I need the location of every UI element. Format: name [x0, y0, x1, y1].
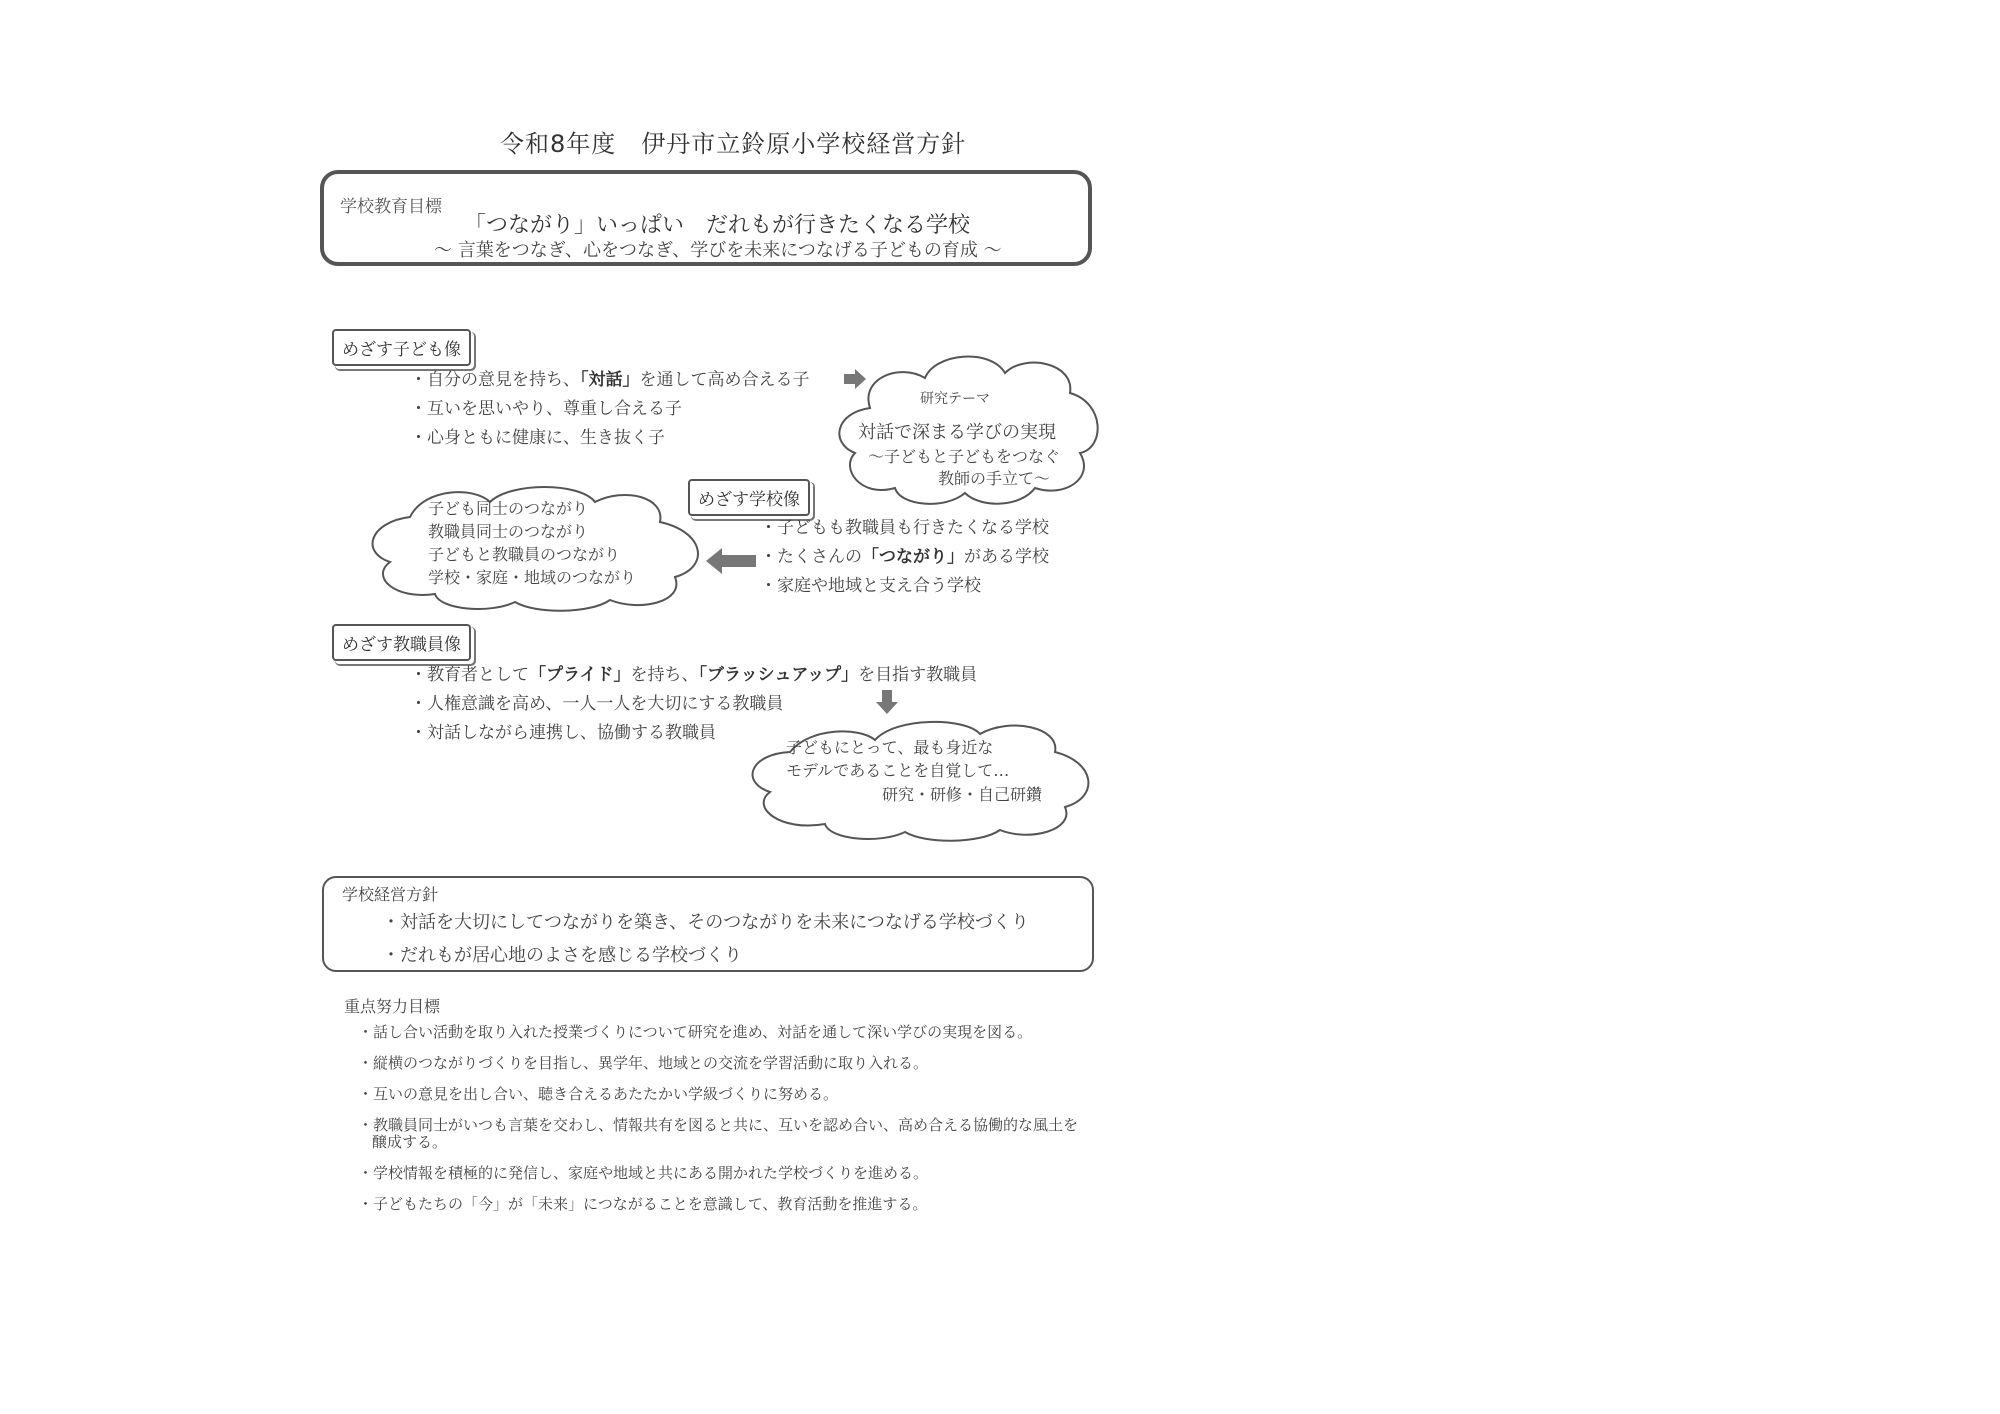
arrow-down-icon	[876, 690, 898, 714]
list-item: ・だれもが居心地のよさを感じる学校づくり	[382, 945, 742, 966]
list-item: ・話し合い活動を取り入れた授業づくりについて研究を進め、対話を通して深い学びの実現を図る。	[358, 1023, 1033, 1041]
list-item: ・縦横のつながりづくりを目指し、異学年、地域との交流を学習活動に取り入れる。	[358, 1054, 929, 1072]
child-image-list	[410, 366, 810, 453]
list-item: ・たくさんの「つながり」がある学校	[760, 547, 1049, 567]
connection-line: 教職員同士のつながり	[428, 522, 589, 541]
list-item: ・互いの意見を出し合い、聴き合えるあたたかい学級づくりに努める。	[358, 1085, 839, 1103]
school-goal-sub: ～ 言葉をつなぎ、心をつなぎ、学びを未来につなげる子どもの育成 ～	[434, 240, 1002, 261]
research-theme-label: 研究テーマ	[920, 391, 990, 407]
research-theme-sub1: ～子どもと子どもをつなぐ	[868, 447, 1061, 466]
model-cloud-line1: 子どもにとって、最も身近な	[786, 738, 994, 757]
list-item: ・家庭や地域と支え合う学校	[760, 576, 981, 596]
school-goal-box	[320, 170, 1092, 266]
model-cloud-line2: モデルであることを自覚して…	[786, 761, 1010, 780]
school-image-header: めざす学校像	[688, 479, 810, 516]
focus-goals-list	[358, 1024, 1078, 1227]
list-item: ・心身ともに健康に、生き抜く子	[410, 428, 665, 448]
staff-image-header: めざす教職員像	[332, 624, 471, 661]
child-image-header: めざす子ども像	[332, 329, 471, 366]
management-policy-box	[322, 876, 1094, 972]
list-item: ・子どもたちの「今」が「未来」につながることを意識して、教育活動を推進する。	[358, 1195, 928, 1213]
page-title: 令和8年度 伊丹市立鈴原小学校経営方針	[500, 130, 967, 158]
arrow-left-icon	[706, 548, 756, 574]
connection-line: 子どもと教職員のつながり	[428, 545, 621, 564]
connection-line: 子ども同士のつながり	[428, 499, 589, 518]
school-goal-label: 学校教育目標	[340, 197, 442, 217]
connection-line: 学校・家庭・地域のつながり	[428, 568, 637, 587]
list-item: ・学校情報を積極的に発信し、家庭や地域と共にある開かれた学校づくりを進める。	[358, 1164, 929, 1182]
list-item: ・教育者として「プライド」を持ち、「ブラッシュアップ」を目指す教職員	[410, 665, 978, 685]
list-item: ・互いを思いやり、尊重し合える子	[410, 399, 682, 419]
list-item: ・対話しながら連携し、協働する教職員	[410, 723, 716, 743]
connection-cloud-text	[428, 497, 636, 589]
school-goal-main: 「つながり」いっぱい だれもが行きたくなる学校	[464, 213, 971, 238]
list-item: ・自分の意見を持ち、「対話」を通して高め合える子	[410, 370, 810, 390]
list-item: ・教職員同士がいつも言葉を交わし、情報共有を図ると共に、互いを認め合い、高め合える協働的な風土を醸成する。	[358, 1116, 1079, 1151]
model-cloud-line3: 研究・研修・自己研鑽	[882, 785, 1043, 804]
focus-goals-title: 重点努力目標	[344, 997, 441, 1016]
management-policy-list	[382, 906, 1029, 972]
school-image-list	[760, 514, 1049, 601]
research-theme-main: 対話で深まる学びの実現	[858, 422, 1056, 443]
management-policy-label: 学校経営方針	[342, 885, 439, 904]
list-item: ・人権意識を高め、一人一人を大切にする教職員	[410, 694, 784, 714]
list-item: ・子どもも教職員も行きたくなる学校	[760, 518, 1049, 538]
research-theme-sub2: 教師の手立て～	[938, 469, 1051, 488]
list-item: ・対話を大切にしてつながりを築き、そのつながりを未来につなげる学校づくり	[382, 912, 1029, 933]
